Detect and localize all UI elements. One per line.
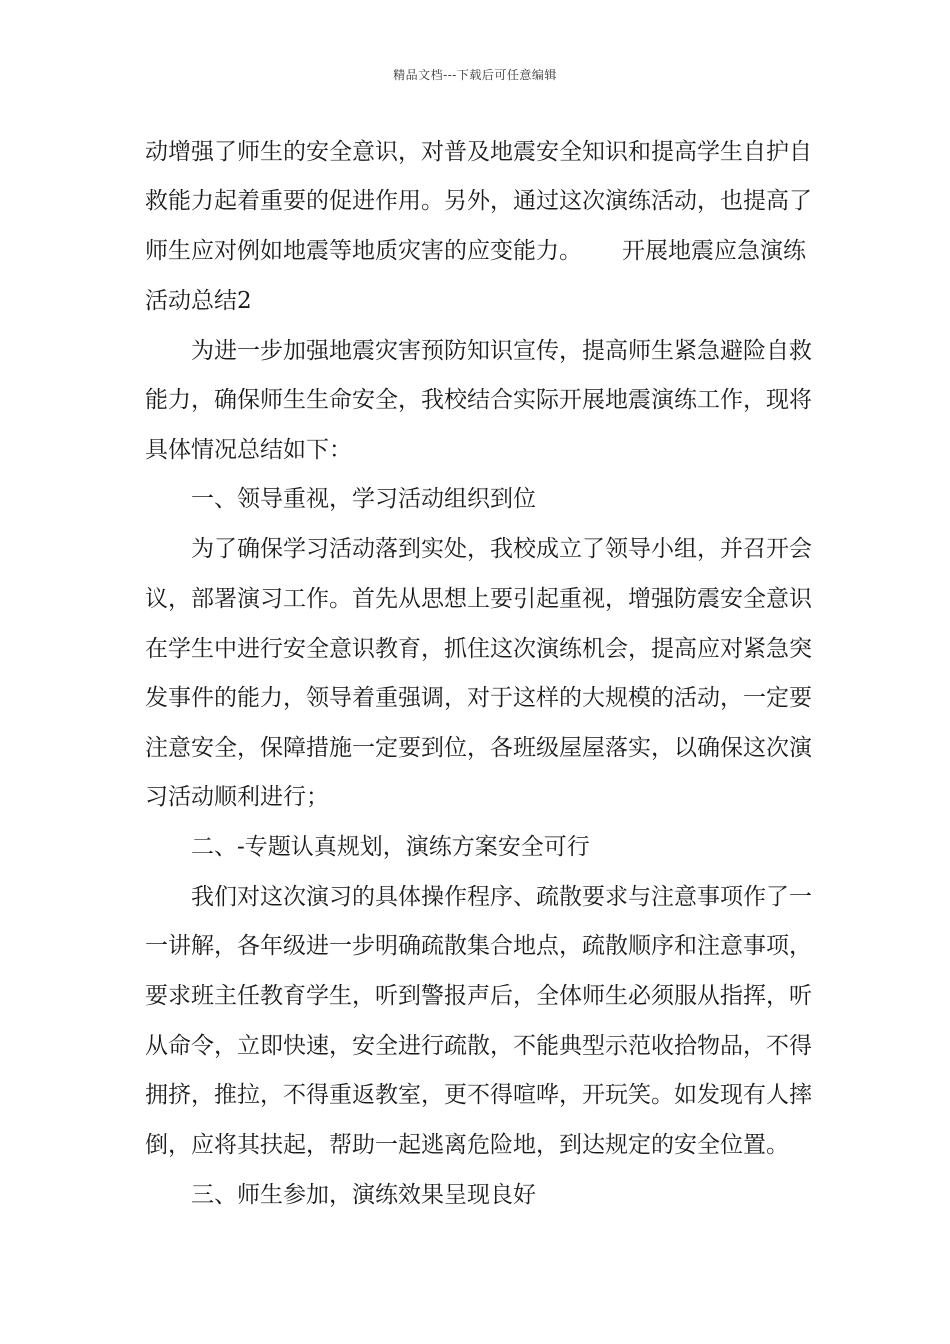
text-line: 注意安全，保障措施一定要到位，各班级屋屋落实，以确保这次演	[145, 735, 812, 761]
text-segment: 师生应对例如地震等地质灾害的应变能力。	[145, 238, 582, 264]
page-header: 精品文档---下载后可任意编辑	[393, 68, 557, 82]
text-line: 议，部署演习工作。首先从思想上要引起重视，增强防震安全意识	[145, 586, 812, 612]
text-line: 为进一步加强地震灾害预防知识宣传，提高师生紧急避险自救	[191, 338, 812, 364]
section-title: 开展地震应急演练	[622, 238, 806, 264]
text-line: 一讲解，各年级进一步明确疏散集合地点，疏散顺序和注意事项，	[145, 933, 812, 959]
text-line: 在学生中进行安全意识教育，抓住这次演练机会，提高应对紧急突	[145, 636, 812, 662]
section-title-cont: 活动总结2	[145, 288, 252, 314]
subheading: 三、师生参加，演练效果呈现良好	[191, 1182, 536, 1208]
text-line: 拥挤，推拉，不得重返教室，更不得喧哗，开玩笑。如发现有人摔	[145, 1082, 812, 1108]
text-line: 要求班主任教育学生，听到警报声后，全体师生必须服从指挥，听	[145, 983, 812, 1009]
text-line: 倒，应将其扶起，帮助一起逃离危险地，到达规定的安全位置。	[145, 1132, 789, 1158]
text-line: 能力，确保师生生命安全，我校结合实际开展地震演练工作，现将	[145, 387, 812, 413]
text-line: 发事件的能力，领导着重强调，对于这样的大规模的活动，一定要	[145, 685, 812, 711]
text-line: 从命令，立即快速，安全进行疏散，不能典型示范收拾物品，不得	[145, 1033, 812, 1059]
text-line: 为了确保学习活动落到实处，我校成立了领导小组，并召开会	[191, 536, 812, 562]
text-line: 具体情况总结如下：	[145, 437, 352, 463]
text-line: 习活动顺利进行；	[145, 784, 329, 810]
subheading: 一、领导重视，学习活动组织到位	[191, 486, 536, 512]
subheading: 二、-专题认真规划，演练方案安全可行	[191, 834, 590, 860]
text-line: 救能力起着重要的促进作用。另外，通过这次演练活动，也提高了	[145, 188, 812, 214]
text-line: 我们对这次演习的具体操作程序、疏散要求与注意事项作了一	[191, 884, 812, 910]
text-line: 动增强了师生的安全意识，对普及地震安全知识和提高学生自护自	[145, 139, 812, 165]
text-line	[145, 236, 806, 266]
